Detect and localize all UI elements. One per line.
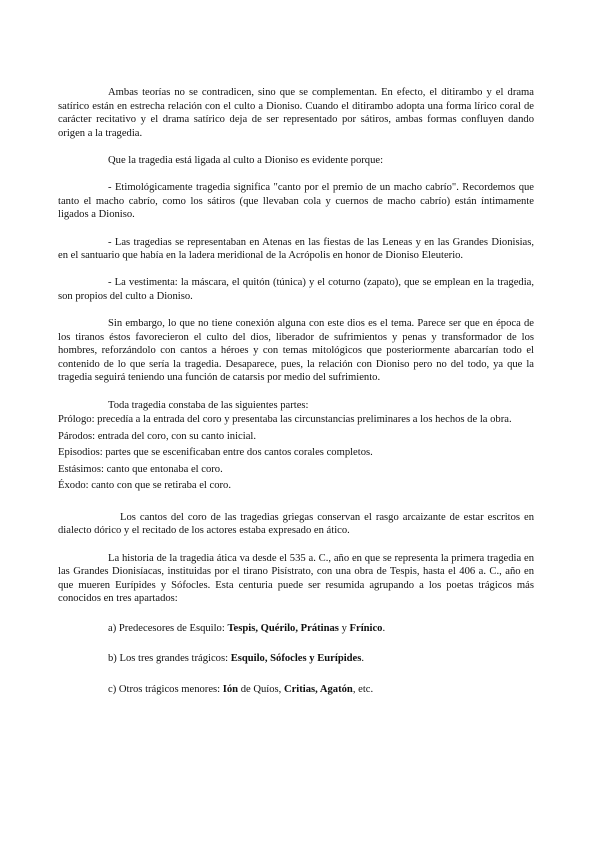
poets-minor	[58, 683, 534, 697]
part-description: canto que entonaba el coro.	[106, 463, 223, 475]
poet-name: Esquilo, Sófocles y Eurípides	[230, 653, 362, 665]
poet-name: Tespis	[227, 622, 256, 634]
list-item	[58, 478, 534, 495]
paragraph-theories: Ambas teorías no se contradicen, sino que se complementan. En efecto, el ditirambo y el drama satírico están en estrecha relación con el culto a Dioniso. Cuando el ditirambo adopta una forma lírico coral de carácter recitativo y el drama satírico deja de ser representado por sátiros, ambas formas confluyen dando origen a la tragedia.	[58, 87, 534, 139]
paragraph-history: La historia de la tragedia ática va desde el 535 a. C., año en que se representa la primera tragedia en las Grandes Dionisíacas, instituidas por el tirano Pisístrato, con una obra de Tespis, hasta el 406 a. C., año en que mueren Eurípides y Sófocles. Esta centuria puede ser resumida agrupando a los poetas trágicos más conocidos en tres apartados:	[58, 552, 534, 605]
list-item	[58, 429, 534, 446]
paragraph-theme: Sin embargo, lo que no tiene conexión alguna con este dios es el tema. Parece ser que en época de los tiranos éstos favorecieron el culto del dios, liberador de sufrimientos y penas y transformador de los hombres, reforzándolo con cantos a héroes y con temas mitológicos que posteriormente abarcarían todo el contenido de lo que sería la tragedia. Desaparece, pues, la relación con Dioniso pero no del todo, ya que la tragedia seguirá teniendo una función de catarsis por medio del sufrimiento.	[58, 318, 534, 384]
part-description: precedía a la entrada del coro y presentaba las circunstancias preliminares a los hechos de la obra.	[97, 414, 512, 426]
poets-great-three	[58, 652, 534, 666]
poet-name: Agatón	[319, 683, 353, 695]
poet-separator: ,	[295, 622, 301, 634]
tragedy-parts-list	[58, 412, 534, 495]
poet-name: Ión	[222, 683, 239, 695]
part-term: Prólogo :	[58, 414, 97, 425]
part-description: canto con que se retiraba el coro.	[91, 480, 231, 492]
poet-separator: , etc.	[352, 683, 374, 695]
list-item	[58, 412, 534, 429]
part-description: entrada del coro, con su canto inicial.	[97, 430, 256, 442]
paragraph-etymology: - Etimológicamente tragedia significa "canto por el premio de un macho cabrío". Recordemos que tanto el macho cabrío, como los sátiros (que llevaban cola y cuernos de macho cabrío) están íntimamente ligados a Dioniso.	[58, 182, 534, 221]
paragraph-costume: - La vestimenta: la máscara, el quitón (túnica) y el coturno (zapato), que se emplean en la tragedia, son propios del culto a Dioniso.	[58, 277, 534, 302]
part-term: Estásimos :	[58, 464, 107, 475]
paragraph-parts-intro: Toda tragedia constaba de las siguientes partes:	[108, 399, 309, 411]
list-item	[58, 445, 534, 462]
list-item	[58, 462, 534, 479]
paragraph-cult-intro: Que la tragedia está ligada al culto a Dioniso es evidente porque:	[108, 154, 384, 166]
poets-label: a) Predecesores de Esquilo:	[108, 622, 228, 634]
part-description: partes que se escenificaban entre dos cantos corales completos.	[105, 447, 373, 459]
document-page	[58, 86, 534, 696]
poet-name: Critias	[283, 683, 316, 695]
poet-name: Prátinas	[300, 622, 339, 634]
paragraph-dialect: Los cantos del coro de las tragedias griegas conservan el rasgo arcaizante de estar escritos en dialecto dórico y el recitado de los actores estaba expresado en ático.	[58, 511, 534, 537]
poets-label: c) Otros trágicos menores:	[108, 683, 223, 695]
part-term: Párodos :	[58, 431, 98, 442]
poet-name: Frínico	[349, 622, 383, 634]
poets-predecessors	[58, 622, 534, 636]
poet-name: Quérilo	[260, 622, 296, 634]
part-term: Episodios :	[58, 447, 105, 458]
poet-separator: y	[338, 622, 350, 634]
poet-separator: .	[382, 622, 386, 634]
poet-separator: de Quíos,	[238, 683, 284, 695]
poet-separator: ,	[255, 622, 261, 634]
poet-separator: .	[361, 653, 365, 665]
paragraph-festivals: - Las tragedias se representaban en Atenas en las fiestas de las Leneas y en las Grandes Dionisias, en el santuario que había en la ladera meridional de la Acrópolis en honor de Dioniso Eleuterio.	[58, 236, 534, 262]
poet-separator: ,	[315, 683, 320, 695]
part-term: Éxodo :	[58, 480, 91, 491]
poets-label: b) Los tres grandes trágicos:	[108, 653, 231, 665]
